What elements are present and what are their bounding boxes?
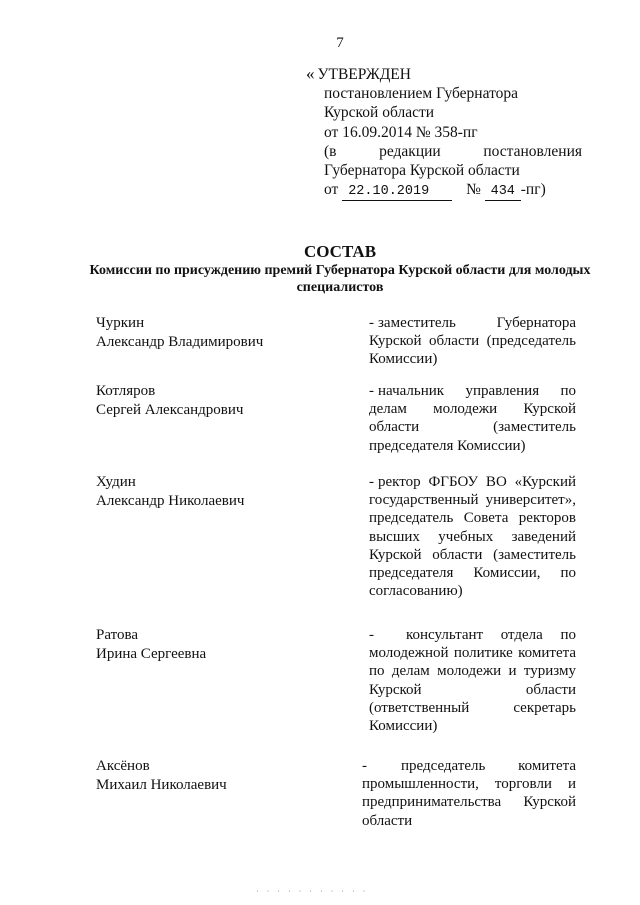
open-quote-mark: «: [306, 64, 315, 83]
member-name: Ратова Ирина Сергеевна: [96, 627, 207, 662]
approval-line: от 16.09.2014 № 358-пг: [324, 123, 478, 141]
member-role: - консультант отдела по молодежной политике комитета по делам молодежи и туризму Курской области (ответственный секретарь Комиссии): [369, 627, 576, 735]
approval-line: постановлением Губернатора: [324, 85, 519, 103]
approval-line-date-number: от 22.10.2019 № 434 -пг): [324, 181, 546, 200]
approval-heading: « УТВЕРЖДЕН: [306, 64, 411, 83]
approval-line: Губернатора Курской области: [324, 162, 520, 180]
member-name: Худин Александр Николаевич: [96, 474, 245, 509]
document-title: СОСТАВ: [303, 242, 377, 261]
member-name: Котляров Сергей Александрович: [96, 383, 244, 418]
member-role: - заместитель Губернатора Курской области (председатель Комиссии): [369, 315, 576, 368]
document-title-block: [0, 242, 640, 296]
approval-line: Курской области: [324, 104, 435, 122]
page-number: 7: [336, 35, 344, 51]
member-name: Аксёнов Михаил Николаевич: [96, 758, 227, 793]
approval-stamp: [306, 64, 582, 201]
member-role: - председатель комитета промышленности, торговли и предпринимательства Курской области: [362, 758, 576, 829]
document-subtitle: Комиссии по присуждению премий Губернатора Курской области для молодых специалистов: [89, 263, 591, 295]
approval-line-edition: (в редакции постановления: [324, 142, 582, 160]
edition-date-field: 22.10.2019: [342, 184, 452, 201]
member-name: Чуркин Александр Владимирович: [96, 315, 264, 350]
member-role: - начальник управления по делам молодежи Курской области (заместитель председателя Комиссии): [369, 383, 576, 454]
scan-artifact-dots: · · · · · · · · · · ·: [256, 887, 369, 896]
edition-number-field: 434: [485, 184, 521, 201]
member-role: - ректор ФГБОУ ВО «Курский государственный университет», председатель Совета ректоров высших учебных заведений Курской области (заместитель председателя Комиссии, по согласованию): [369, 474, 576, 600]
